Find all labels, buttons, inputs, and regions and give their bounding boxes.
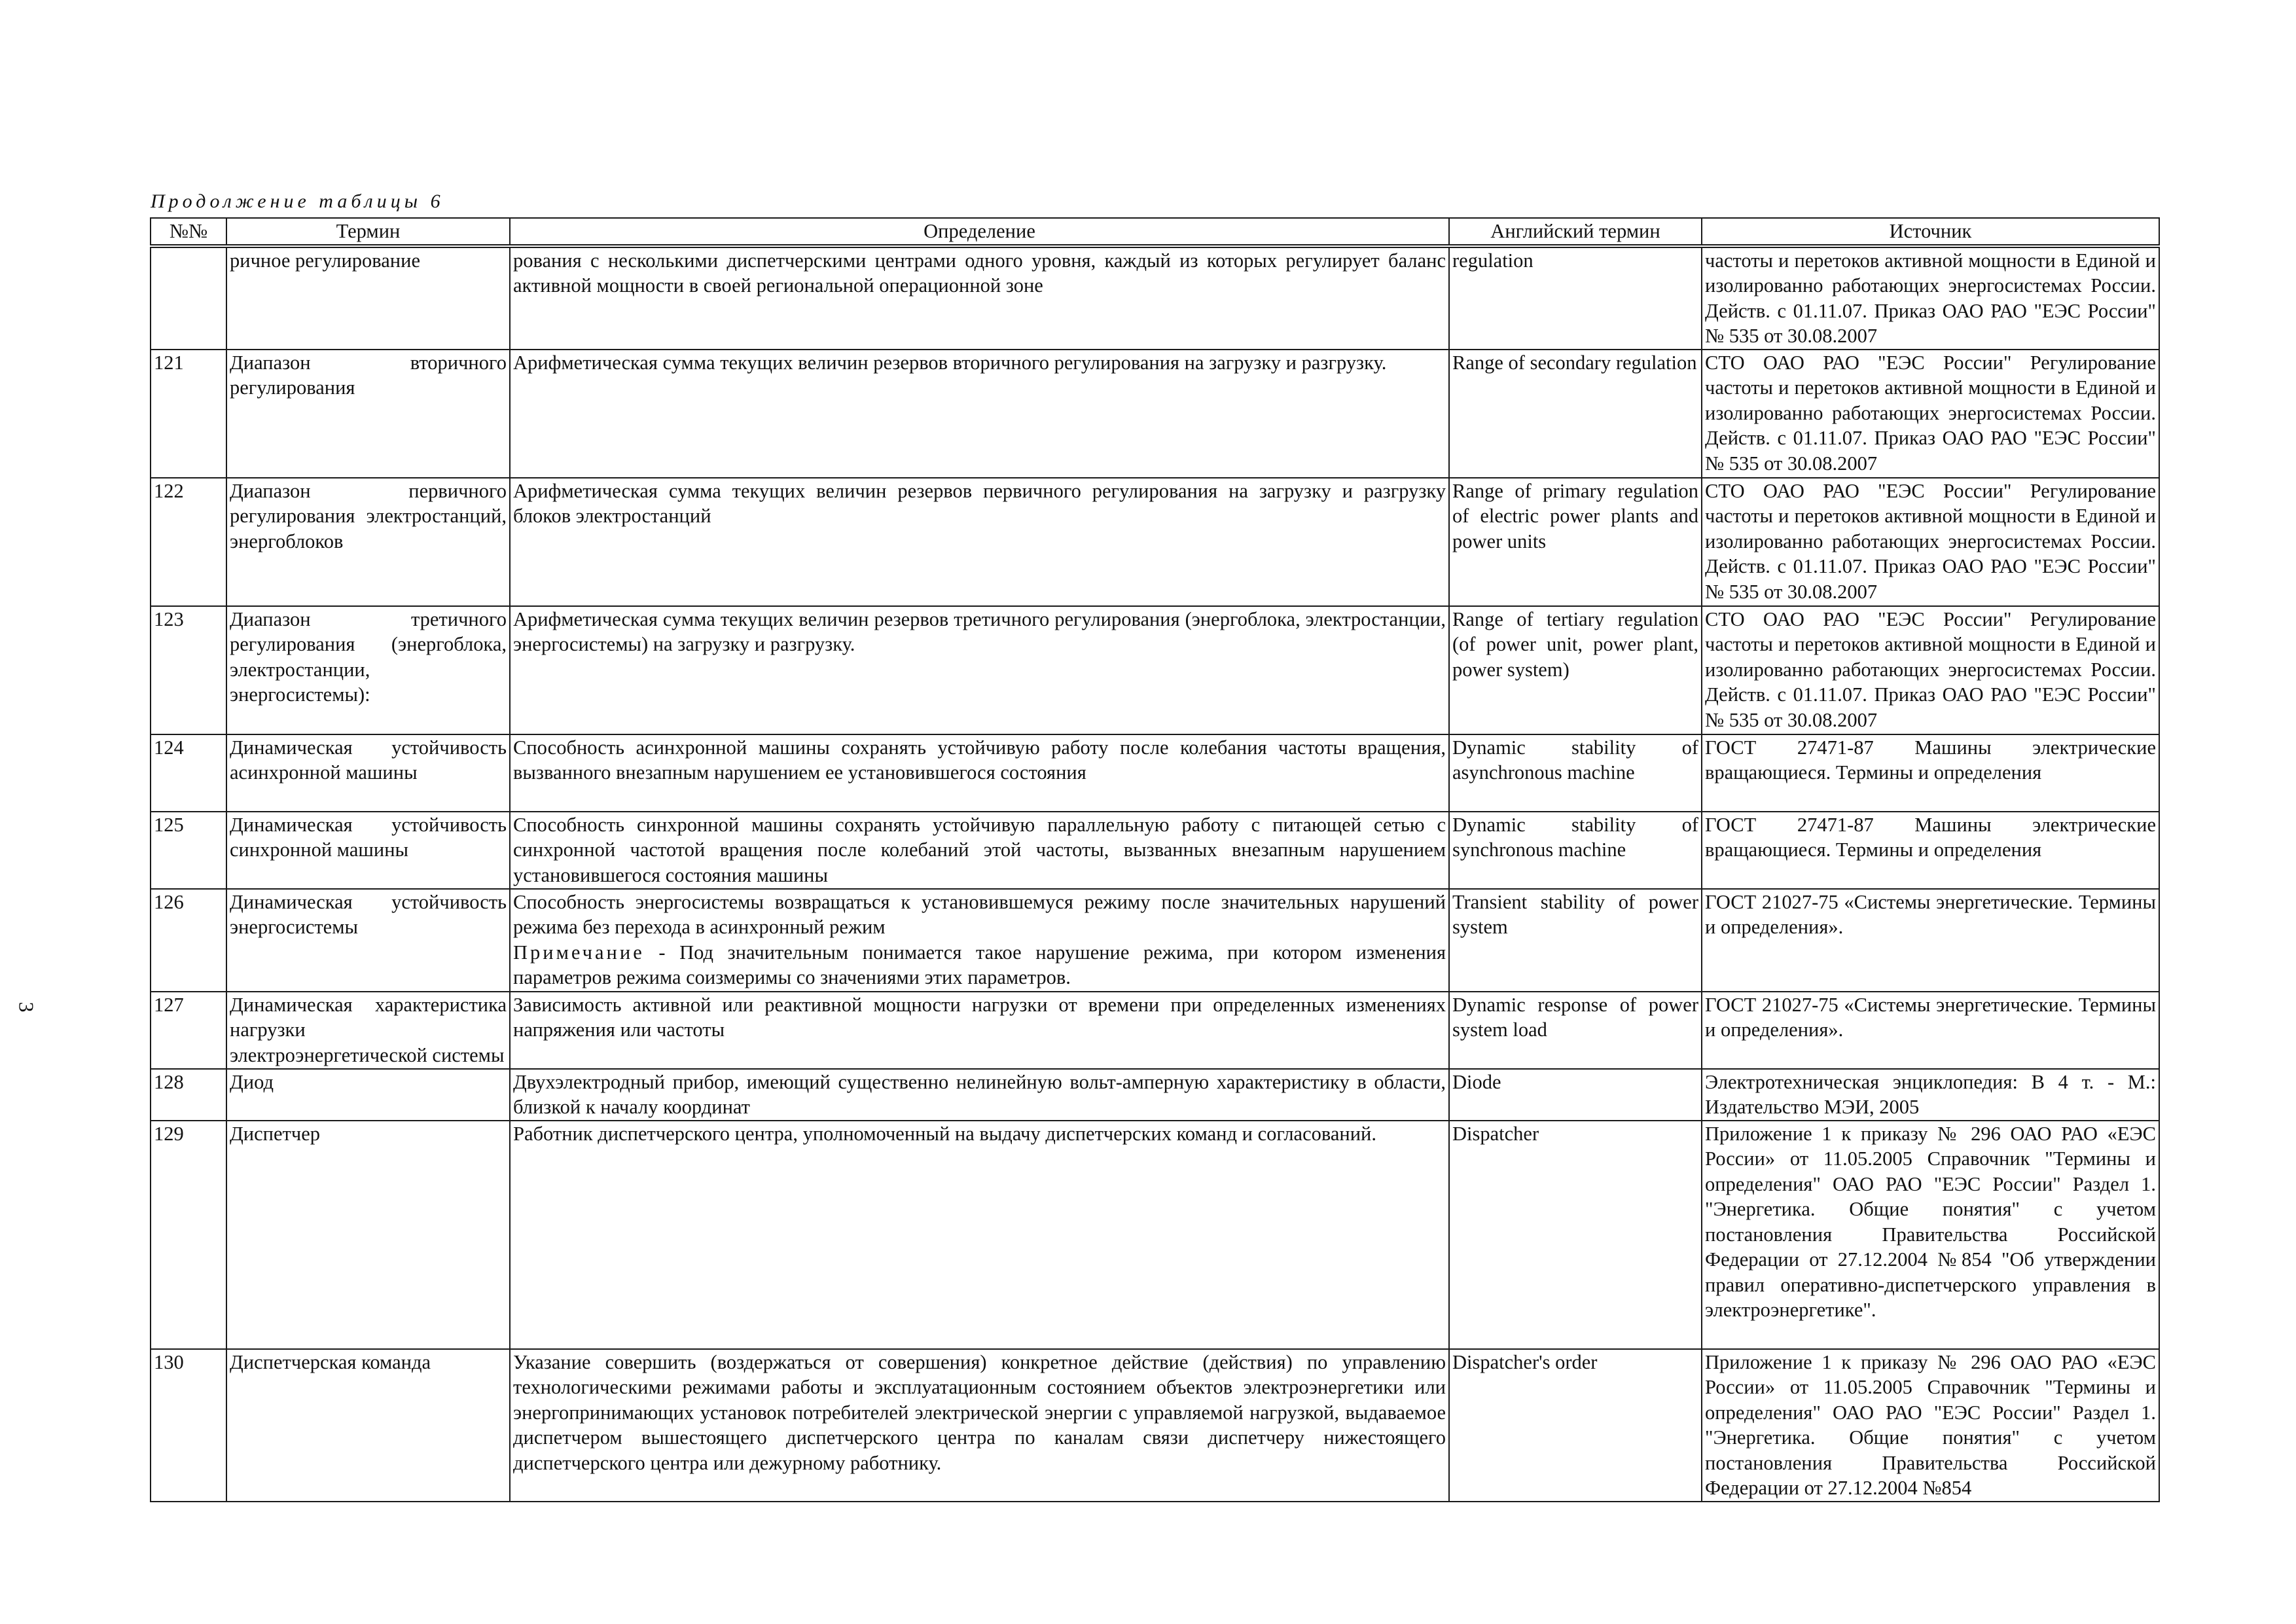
row-english: Transient stability of power system [1449,889,1702,992]
row-definition: рования с несколькими диспетчерскими центрами одного уровня, каждый из которых регулирует баланс активной мощности в своей региональной операционной зоне [510,246,1449,350]
row-num: 128 [151,1069,226,1121]
header-term: Термин [226,218,510,246]
table-row [151,350,2159,478]
row-term: Динамическая устойчивость энергосистемы [226,889,510,992]
row-num: 124 [151,734,226,812]
row-english: Dynamic stability of synchronous machine [1449,812,1702,889]
row-definition: Зависимость активной или реактивной мощности нагрузки от времени при определенных изменениях напряжения или частоты [510,992,1449,1069]
row-english: Diode [1449,1069,1702,1121]
row-english: Dispatcher [1449,1121,1702,1349]
page-number: 3 [14,1001,39,1013]
row-english: regulation [1449,246,1702,350]
row-definition: Двухэлектродный прибор, имеющий существенно нелинейную вольт-амперную характеристику в области, близкой к началу координат [510,1069,1449,1121]
table-row [151,606,2159,734]
table-row [151,246,2159,350]
table-row [151,478,2159,606]
row-source: Электротехническая энциклопедия: В 4 т. - М.: Издательство МЭИ, 2005 [1702,1069,2159,1121]
row-term: Диапазон третичного регулирования (энергоблока, электростанции, энергосистемы): [226,606,510,734]
row-term: Диод [226,1069,510,1121]
table-row [151,1069,2159,1121]
header-english: Английский термин [1449,218,1702,246]
table-row [151,992,2159,1069]
row-term: Диспетчерская команда [226,1349,510,1502]
row-source: ГОСТ 21027-75 «Системы энергетические. Термины и определения». [1702,889,2159,992]
row-term: ричное регулирование [226,246,510,350]
table-body [151,246,2159,1502]
row-english: Dynamic stability of asynchronous machine [1449,734,1702,812]
row-definition: Способность энергосистемы возвращаться к установившемуся режиму после значительных нарушений режима без перехода в асинхронный режим [513,890,1446,938]
header-row [151,218,2159,246]
note-text: - Под значительным понимается такое нарушение режима, при котором изменения параметров режима соизмеримы со значениями этих параметров. [513,941,1446,988]
header-num: №№ [151,218,226,246]
table-header [151,218,2159,246]
header-source: Источник [1702,218,2159,246]
row-definition-with-note [510,889,1449,992]
row-definition: Арифметическая сумма текущих величин резервов третичного регулирования (энергоблока, электростанции, энергосистемы) на загрузку и разгрузку. [510,606,1449,734]
table-row [151,812,2159,889]
row-english: Range of primary regulation of electric power plants and power units [1449,478,1702,606]
row-definition: Указание совершить (воздержаться от совершения) конкретное действие (действия) по управлению технологическими режимами работы и эксплуатационным состоянием объектов электроэнергетики или энергопринимающих установок потребителей электрической энергии с управляемой нагрузкой, выдаваемое диспетчером вышестоящего диспетчерского центра по каналам связи диспетчеру нижестоящего диспетчерского центра или дежурному работнику. [510,1349,1449,1502]
note-label: Примечание [513,941,645,964]
row-english: Range of tertiary regulation (of power unit, power plant, power system) [1449,606,1702,734]
row-term: Динамическая характеристика нагрузки электроэнергетической системы [226,992,510,1069]
table-row [151,1349,2159,1502]
row-num: 129 [151,1121,226,1349]
header-definition: Определение [510,218,1449,246]
table-row [151,734,2159,812]
row-source: Приложение 1 к приказу № 296 ОАО РАО «ЕЭС России» от 11.05.2005 Справочник "Термины и определения" ОАО РАО "ЕЭС России" Раздел 1. "Энергетика. Общие понятия" с учетом постановления Правительства Российской Федерации от 27.12.2004 №854 "Об утверждении правил оперативно-диспетчерского управления в электроэнергетике". [1702,1121,2159,1349]
row-term: Динамическая устойчивость синхронной машины [226,812,510,889]
row-definition: Работник диспетчерского центра, уполномоченный на выдачу диспетчерских команд и согласований. [510,1121,1449,1349]
row-num [151,246,226,350]
row-source: СТО ОАО РАО "ЕЭС России" Регулирование частоты и перетоков активной мощности в Единой и изолированно работающих энергосистемах России. Действ. с 01.11.07. Приказ ОАО РАО "ЕЭС России" № 535 от 30.08.2007 [1702,478,2159,606]
row-definition: Арифметическая сумма текущих величин резервов первичного регулирования на загрузку и разгрузку блоков электростанций [510,478,1449,606]
table-row [151,889,2159,992]
row-source: ГОСТ 21027-75 «Системы энергетические. Термины и определения». [1702,992,2159,1069]
row-definition: Способность синхронной машины сохранять устойчивую параллельную работу с питающей сетью с синхронной частотой вращения после колебаний этой частоты, вызванных внезапным нарушением установившегося состояния машины [510,812,1449,889]
row-term: Диапазон вторичного регулирования [226,350,510,478]
table-caption: Продолжение таблицы 6 [151,190,444,212]
terms-table [150,217,2160,1502]
row-source: частоты и перетоков активной мощности в Единой и изолированно работающих энергосистемах России. Действ. с 01.11.07. Приказ ОАО РАО "ЕЭС России" № 535 от 30.08.2007 [1702,246,2159,350]
row-term: Диапазон первичного регулирования электростанций, энергоблоков [226,478,510,606]
row-source: СТО ОАО РАО "ЕЭС России" Регулирование частоты и перетоков активной мощности в Единой и изолированно работающих энергосистемах России. Действ. с 01.11.07. Приказ ОАО РАО "ЕЭС России" № 535 от 30.08.2007 [1702,350,2159,478]
row-source: Приложение 1 к приказу № 296 ОАО РАО «ЕЭС России» от 11.05.2005 Справочник "Термины и определения" ОАО РАО "ЕЭС России" Раздел 1. "Энергетика. Общие понятия" с учетом постановления Правительства Российской Федерации от 27.12.2004 №854 [1702,1349,2159,1502]
row-english: Dispatcher's order [1449,1349,1702,1502]
row-source: СТО ОАО РАО "ЕЭС России" Регулирование частоты и перетоков активной мощности в Единой и изолированно работающих энергосистемах России. Действ. с 01.11.07. Приказ ОАО РАО "ЕЭС России" № 535 от 30.08.2007 [1702,606,2159,734]
row-num: 130 [151,1349,226,1502]
row-num: 125 [151,812,226,889]
row-term: Диспетчер [226,1121,510,1349]
row-num: 122 [151,478,226,606]
row-term: Динамическая устойчивость асинхронной машины [226,734,510,812]
row-english: Dynamic response of power system load [1449,992,1702,1069]
row-english: Range of secondary regulation [1449,350,1702,478]
row-definition: Способность асинхронной машины сохранять устойчивую работу после колебания частоты вращения, вызванного внезапным нарушением ее установившегося состояния [510,734,1449,812]
row-num: 123 [151,606,226,734]
table-row [151,1121,2159,1349]
row-num: 127 [151,992,226,1069]
row-num: 121 [151,350,226,478]
row-definition: Арифметическая сумма текущих величин резервов вторичного регулирования на загрузку и разгрузку. [510,350,1449,478]
row-num: 126 [151,889,226,992]
row-source: ГОСТ 27471-87 Машины электрические вращающиеся. Термины и определения [1702,812,2159,889]
row-source: ГОСТ 27471-87 Машины электрические вращающиеся. Термины и определения [1702,734,2159,812]
